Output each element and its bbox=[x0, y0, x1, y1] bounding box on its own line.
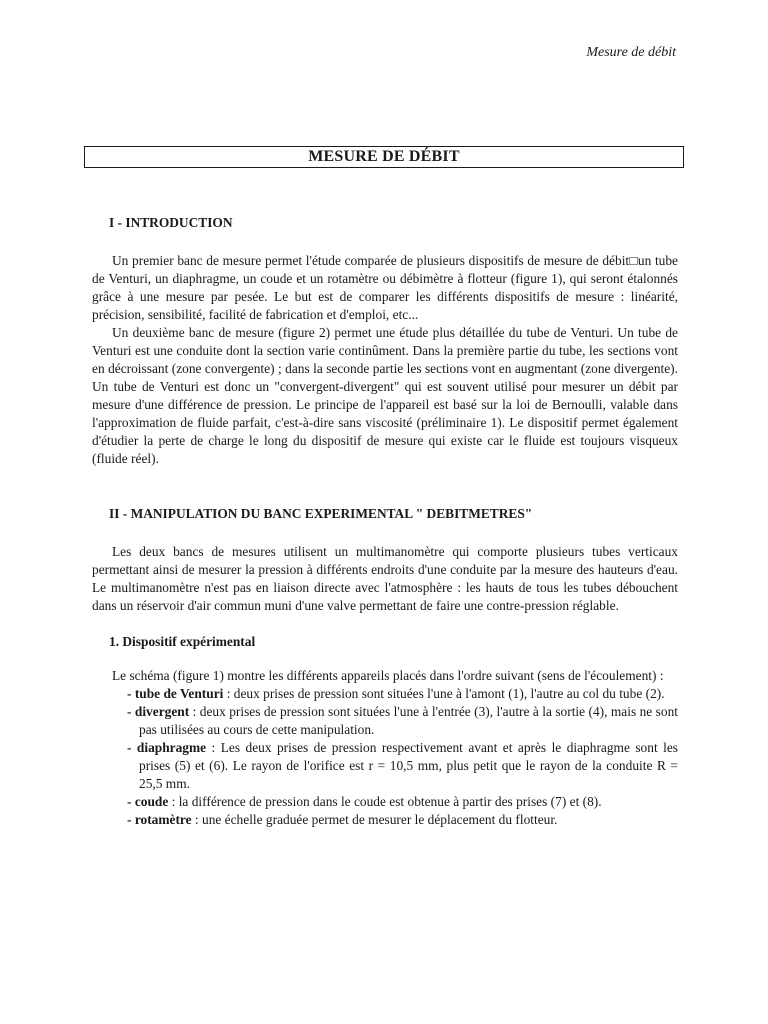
document-title: MESURE DE DÉBIT bbox=[308, 148, 460, 165]
list-item: - tube de Venturi : deux prises de pression sont situées l'une à l'amont (1), l'autre au col du tube (2). bbox=[127, 686, 665, 701]
paragraph-manipulation: Les deux bancs de mesures utilisent un multimanomètre qui comporte plusieurs tubes verticaux permettant ainsi de mesurer la pression à différents endroits d'une conduite par la mesure des hauteurs d'eau. Le multimanomètre n'est pas en liaison directe avec l'atmosphère : les hauts de tous les tubes débouchent dans un réservoir d'air commun muni d'une valve permettant de faire une contre-pression réglable. bbox=[92, 544, 678, 613]
item-term: diaphragme bbox=[136, 740, 207, 755]
section-heading-introduction: I - INTRODUCTION bbox=[109, 215, 233, 230]
list-item: - rotamètre : une échelle graduée permet de mesurer le déplacement du flotteur. bbox=[127, 812, 558, 827]
item-text: : une échelle graduée permet de mesurer le déplacement du flotteur. bbox=[191, 812, 558, 827]
item-text: : la différence de pression dans le coude est obtenue à partir des prises (7) et (8). bbox=[168, 794, 602, 809]
item-text: : deux prises de pression sont situées l'une à l'entrée (3), l'autre à la sortie (4), mais ne sont pas utilisées au cours de cette manipulation. bbox=[139, 704, 678, 737]
paragraph-intro-2: Un deuxième banc de mesure (figure 2) permet une étude plus détaillée du tube de Venturi. Un tube de Venturi est une conduite dont la section varie continûment. Dans la première partie du tube, les sections vont en décroissant (zone convergente) ; dans la seconde partie les sections vont en augmentant (zone divergente). Un tube de Venturi est donc un "convergent-divergent" qui est souvent utilisé pour mesurer un débit par mesure d'une différence de pression. Le principe de l'appareil est basé sur la loi de Bernoulli, valable dans l'approximation de fluide parfait, c'est-à-dire sans viscosité (préliminaire 1). Le dispositif permet également d'étudier la perte de charge le long du dispositif de mesure qui existe car le fluide est toujours visqueux (fluide réel). bbox=[92, 325, 678, 466]
item-term: tube de Venturi bbox=[134, 686, 224, 701]
item-text: : deux prises de pression sont situées l'une à l'amont (1), l'autre au col du tube (2). bbox=[223, 686, 665, 701]
item-term: rotamètre bbox=[134, 812, 192, 827]
title-box bbox=[84, 146, 684, 168]
list-item: - divergent : deux prises de pression sont situées l'une à l'entrée (3), l'autre à la sortie (4), mais ne sont pas utilisées au cours de cette manipulation. bbox=[127, 704, 678, 737]
item-term: coude bbox=[134, 794, 169, 809]
section-heading-manipulation: II - MANIPULATION DU BANC EXPERIMENTAL " DEBITMETRES" bbox=[109, 506, 533, 521]
device-list bbox=[92, 685, 678, 829]
document-body bbox=[92, 214, 678, 829]
paragraph-schema-intro: Le schéma (figure 1) montre les différents appareils placés dans l'ordre suivant (sens de l'écoulement) : bbox=[112, 668, 664, 683]
list-item: - coude : la différence de pression dans le coude est obtenue à partir des prises (7) et (8). bbox=[127, 794, 602, 809]
running-header: Mesure de débit bbox=[586, 45, 676, 60]
list-item: - diaphragme : Les deux prises de pression respectivement avant et après le diaphragme sont les prises (5) et (6). Le rayon de l'orifice est r = 10,5 mm, plus petit que le rayon de la conduite R = 25,5 mm. bbox=[127, 740, 678, 791]
item-text: : Les deux prises de pression respectivement avant et après le diaphragme sont les prises (5) et (6). Le rayon de l'orifice est r = 10,5 mm, plus petit que le rayon de la conduite R = 25,5 mm. bbox=[139, 740, 678, 791]
subsection-heading-dispositif: 1. Dispositif expérimental bbox=[109, 634, 256, 649]
item-term: divergent bbox=[134, 704, 190, 719]
paragraph-intro-1: Un premier banc de mesure permet l'étude comparée de plusieurs dispositifs de mesure de débit□un tube de Venturi, un diaphragme, un coude et un rotamètre ou débimètre à flotteur (figure 1), qui seront étalonnés grâce à une mesure par pesée. Le but est de comparer les différents dispositifs de mesure : linéarité, précision, sensibilité, facilité de fabrication et d'emploi, etc... bbox=[92, 253, 678, 322]
